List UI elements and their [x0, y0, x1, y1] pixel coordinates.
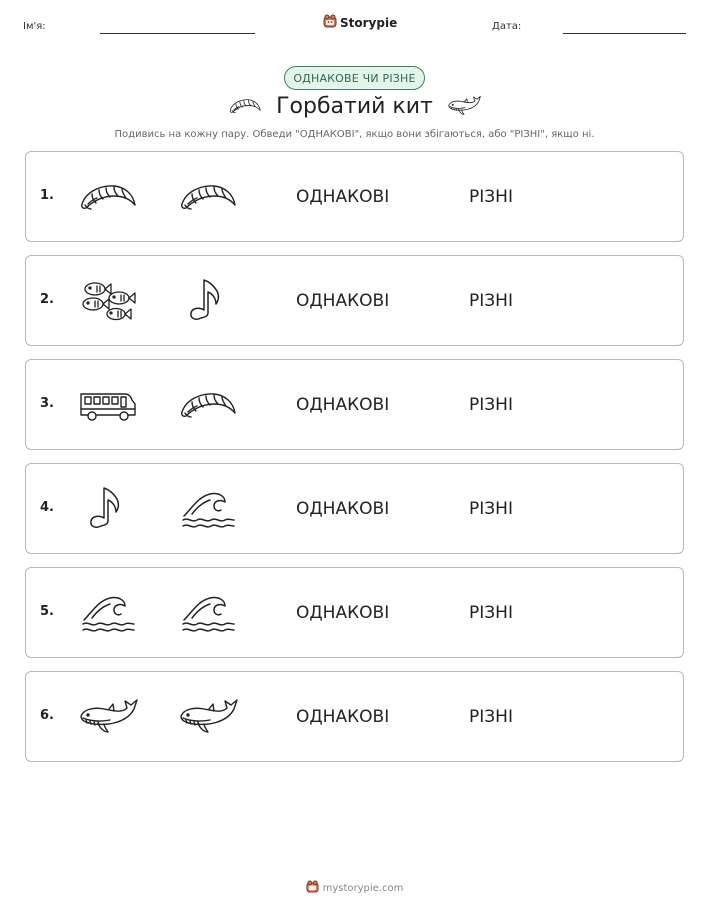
same-option[interactable]: ОДНАКОВІ	[296, 499, 390, 519]
same-option[interactable]: ОДНАКОВІ	[296, 707, 390, 727]
title-row	[0, 93, 709, 119]
row-number: 1.	[40, 188, 54, 203]
krill-icon	[78, 174, 138, 220]
different-option[interactable]: РІЗНІ	[469, 291, 513, 311]
footer-url[interactable]: mystorypie.com	[322, 882, 404, 894]
date-label: Дата:	[492, 21, 522, 32]
krill-icon	[228, 93, 262, 119]
same-option[interactable]: ОДНАКОВІ	[296, 395, 390, 415]
exercise-row	[25, 359, 684, 450]
storypie-logo-icon	[323, 13, 337, 32]
date-line[interactable]	[563, 33, 686, 34]
storypie-logo-icon	[306, 880, 319, 896]
same-option[interactable]: ОДНАКОВІ	[296, 603, 390, 623]
fish-school-icon	[78, 278, 138, 324]
exercise-row	[25, 671, 684, 762]
page-title: Горбатий кит	[276, 93, 433, 119]
row-number: 6.	[40, 708, 54, 723]
same-option[interactable]: ОДНАКОВІ	[296, 291, 390, 311]
music-note-icon	[78, 486, 138, 532]
different-option[interactable]: РІЗНІ	[469, 603, 513, 623]
exercise-row	[25, 255, 684, 346]
exercise-row	[25, 463, 684, 554]
whale-icon	[447, 93, 481, 119]
krill-icon	[178, 174, 238, 220]
same-option[interactable]: ОДНАКОВІ	[296, 187, 390, 207]
music-note-icon	[178, 278, 238, 324]
name-label: Ім'я:	[23, 21, 46, 32]
wave-icon	[78, 590, 138, 636]
brand-logo	[323, 13, 397, 32]
brand-name: Storypie	[340, 15, 398, 30]
worksheet-type-badge: ОДНАКОВЕ ЧИ РІЗНЕ	[284, 66, 425, 90]
row-number: 3.	[40, 396, 54, 411]
different-option[interactable]: РІЗНІ	[469, 499, 513, 519]
whale-icon	[178, 694, 238, 740]
bus-icon	[78, 382, 138, 428]
whale-icon	[78, 694, 138, 740]
name-line[interactable]	[100, 33, 255, 34]
instructions: Подивись на кожну пару. Обведи "ОДНАКОВІ", якщо вони збігаються, або "РІЗНІ", якщо ні.	[114, 129, 595, 140]
row-number: 2.	[40, 292, 54, 307]
exercise-row	[25, 151, 684, 242]
krill-icon	[178, 382, 238, 428]
row-number: 5.	[40, 604, 54, 619]
wave-icon	[178, 486, 238, 532]
different-option[interactable]: РІЗНІ	[469, 707, 513, 727]
footer	[0, 880, 709, 896]
different-option[interactable]: РІЗНІ	[469, 395, 513, 415]
exercise-row	[25, 567, 684, 658]
different-option[interactable]: РІЗНІ	[469, 187, 513, 207]
wave-icon	[178, 590, 238, 636]
row-number: 4.	[40, 500, 54, 515]
